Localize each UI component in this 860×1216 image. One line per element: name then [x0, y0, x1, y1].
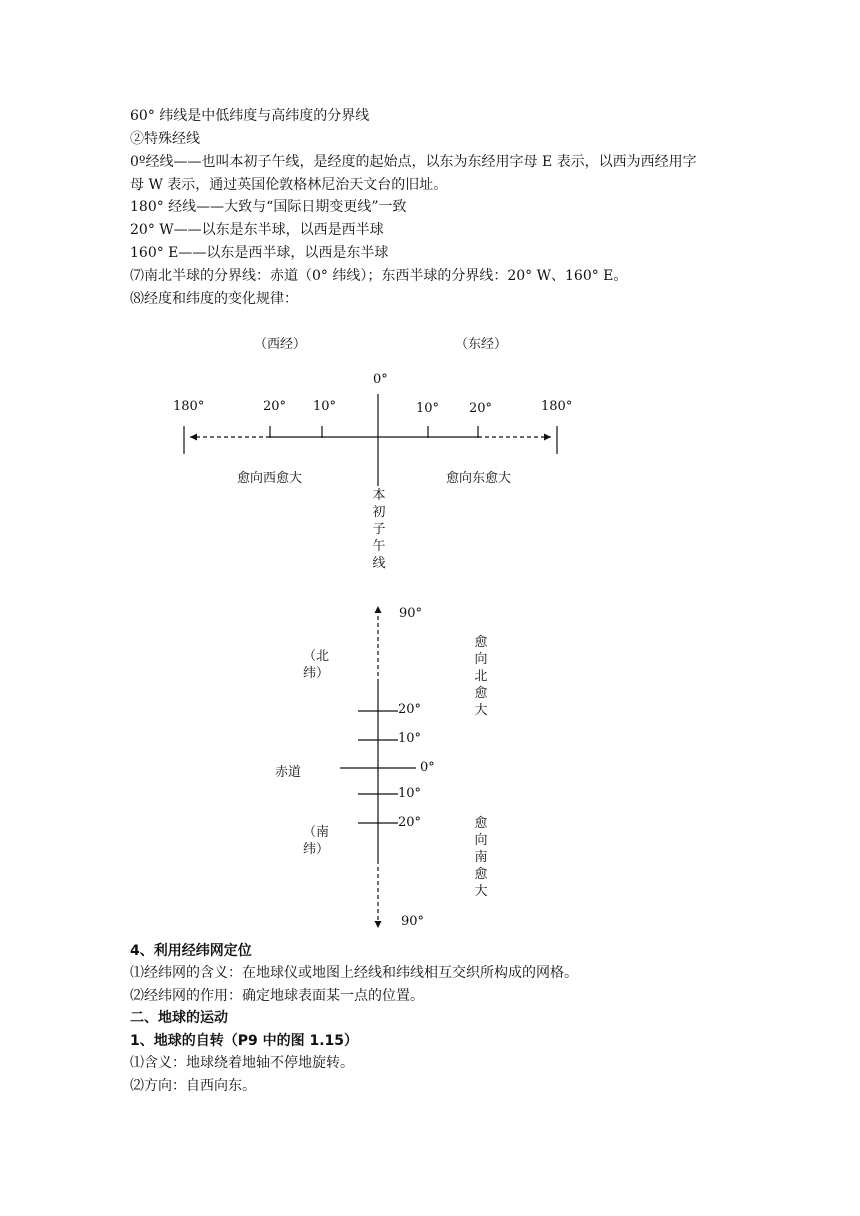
west-increase-label: 愈向西愈大 — [237, 471, 303, 486]
text-line-8: ⑺南北半球的分界线：赤道（0° 纬线）；东西半球的分界线：20° W、160° E。 — [130, 268, 628, 284]
heading-earth-motion: 二、地球的运动 — [130, 1010, 228, 1026]
latitude-diagram — [340, 606, 416, 928]
w180-label: 180° — [173, 399, 205, 414]
grid-use-text: ⑵经纬网的作用：确定地球表面某一点的位置。 — [130, 988, 424, 1004]
n20-label: 20° — [398, 702, 422, 717]
equator-zero-label: 0° — [420, 760, 435, 775]
text-line-5: 180° 经线——大致与“国际日期变更线”一致 — [130, 199, 407, 215]
grid-meaning-text: ⑴经纬网的含义：在地球仪或地图上经线和纬线相互交织所构成的网格。 — [130, 965, 578, 981]
rotation-meaning-text: ⑴含义：地球绕着地轴不停地旋转。 — [130, 1055, 354, 1071]
e10-label: 10° — [416, 401, 440, 416]
n90-label: 90° — [399, 606, 423, 621]
south-latitude-label: （南纬） — [303, 825, 330, 857]
heading-earth-rotation: 1、地球的自转（P9 中的图 1.15） — [130, 1033, 359, 1049]
w20-label: 20° — [263, 399, 287, 414]
e180-label: 180° — [541, 399, 573, 414]
text-line-2: ②特殊经线 — [130, 131, 200, 147]
e20-label: 20° — [469, 401, 493, 416]
w10-label: 10° — [313, 399, 337, 414]
s10-label: 10° — [398, 786, 422, 801]
west-longitude-header: （西经） — [254, 337, 307, 352]
east-increase-label: 愈向东愈大 — [446, 471, 512, 486]
text-line-9: ⑻经度和纬度的变化规律： — [130, 291, 298, 307]
equator-label: 赤道 — [275, 765, 302, 780]
east-longitude-header: （东经） — [455, 337, 508, 352]
north-latitude-label: （北纬） — [303, 649, 330, 681]
s20-label: 20° — [398, 815, 422, 830]
n10-label: 10° — [398, 731, 422, 746]
text-line-3: 0º经线——也叫本初子午线，是经度的起始点，以东为东经用字母 E 表示，以西为西经用字 — [130, 154, 697, 170]
text-line-1: 60° 纬线是中低纬度与高纬度的分界线 — [130, 108, 370, 124]
heading-grid-positioning: 4、利用经纬网定位 — [130, 943, 252, 959]
north-increase-label: 愈向北愈大 — [474, 635, 488, 718]
rotation-direction-text: ⑵方向：自西向东。 — [130, 1078, 256, 1094]
south-increase-label: 愈向南愈大 — [474, 816, 488, 899]
text-line-6: 20° W——以东是东半球，以西是西半球 — [130, 222, 384, 238]
zero-meridian-label: 0° — [373, 372, 388, 387]
s90-label: 90° — [401, 914, 425, 929]
text-line-7: 160° E——以东是西半球，以西是东半球 — [130, 245, 389, 261]
prime-meridian-label: 本初子午线 — [372, 488, 386, 571]
text-line-4: 母 W 表示，通过英国伦敦格林尼治天文台的旧址。 — [130, 177, 448, 193]
